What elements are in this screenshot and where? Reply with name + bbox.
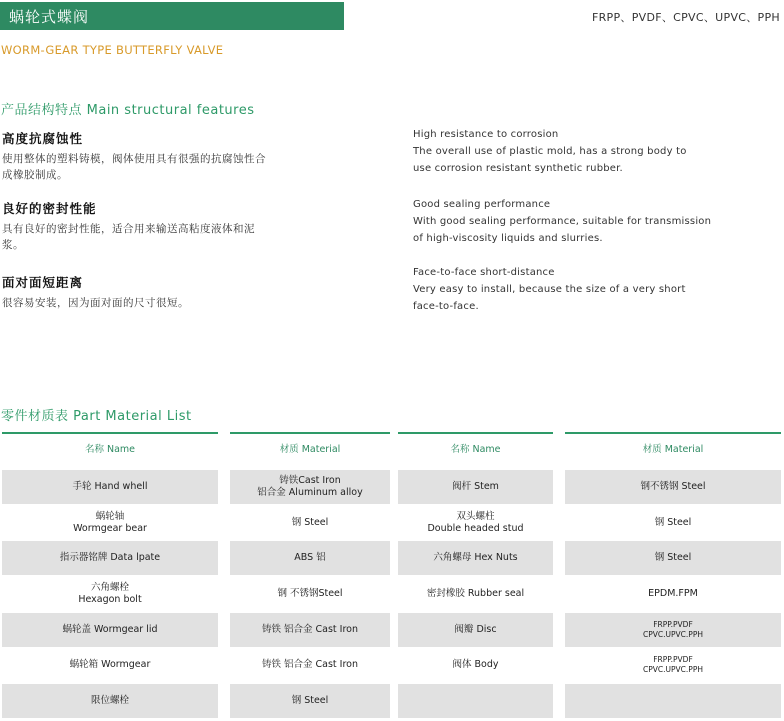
part-material-cell [565, 470, 781, 504]
feature-desc-en-line: The overall use of plastic mold, has a strong body to [413, 146, 687, 157]
part-name-cell [398, 684, 553, 718]
title-bar [0, 2, 344, 30]
part-name-cell [398, 470, 553, 504]
part-name-cell [2, 577, 218, 611]
feature-desc-cn: 很容易安装，因为面对面的尺寸很短。 [2, 297, 189, 309]
page-subtitle: WORM-GEAR TYPE BUTTERFLY VALVE [1, 43, 224, 57]
feature-desc-cn: 使用整体的塑料铸模，阀体使用具有很强的抗腐蚀性合成橡胶制成。 [2, 153, 266, 181]
feature-title-en: High resistance to corrosion [413, 129, 559, 140]
feature-desc-en-line: With good sealing performance, suitable for transmission [413, 216, 712, 227]
cell-text: 铸铁 铝合金 Cast Iron [261, 624, 359, 635]
feature-title-en: Face-to-face short-distance [413, 267, 555, 278]
material-list: FRPP、PVDF、CPVC、UPVC、PPH [591, 11, 780, 24]
part-material-cell [565, 541, 781, 575]
part-name-cell [398, 577, 553, 611]
part-name-cell [398, 613, 553, 647]
feature-desc-en-line: of high-viscosity liquids and slurries. [413, 233, 603, 244]
feature-desc-en-line: use corrosion resistant synthetic rubber. [413, 163, 623, 174]
feature-en-block [413, 196, 713, 247]
cell-text: 蜗轮盖 Wormgear lid [62, 624, 158, 635]
part-material-cell [565, 648, 781, 682]
feature-en-block [413, 264, 713, 315]
cell-text: 钢 Steel [654, 552, 692, 563]
feature-title-cn: 良好的密封性能 [2, 201, 97, 216]
cell-text: FRPP.PVDF [653, 655, 693, 664]
feature-desc-en-line: face-to-face. [413, 301, 479, 312]
feature-en-block [413, 126, 713, 177]
cell-text: 阀杆 Stem [452, 481, 499, 492]
table-header-cell: 材质 Material [230, 432, 390, 466]
part-name-cell [2, 506, 218, 540]
feature-title-en: Good sealing performance [413, 199, 551, 210]
cell-text: 铸铁Cast Iron [279, 475, 341, 486]
part-name-cell [398, 541, 553, 575]
cell-text: 钢 Steel [654, 517, 692, 528]
part-material-cell [565, 577, 781, 611]
cell-text: 六角螺栓 [90, 582, 129, 593]
cell-text: 蜗轮轴 [95, 511, 125, 522]
part-material-cell [230, 470, 390, 504]
feature-title-cn: 高度抗腐蚀性 [2, 131, 84, 146]
part-material-cell [230, 648, 390, 682]
cell-text: EPDM.FPM [648, 588, 698, 599]
cell-text: 铸铁 铝合金 Cast Iron [261, 659, 359, 670]
part-material-cell [565, 684, 781, 718]
cell-text: 指示器铭牌 Data lpate [59, 552, 161, 563]
part-material-cell [230, 577, 390, 611]
part-material-cell [230, 541, 390, 575]
feature-desc-cn: 具有良好的密封性能，适合用来输送高粘度液体和泥浆。 [2, 223, 255, 251]
cell-text: 钢不锈钢 Steel [640, 481, 706, 492]
part-name-cell [398, 648, 553, 682]
cell-text: 限位螺栓 [90, 695, 129, 706]
parts-heading: 零件材质表 Part Material List [1, 409, 192, 424]
cell-text: Double headed stud [427, 523, 524, 534]
table-header-cell: 名称 Name [2, 432, 218, 466]
cell-text: Hexagon bolt [78, 594, 142, 605]
part-material-cell [230, 684, 390, 718]
part-material-cell [565, 613, 781, 647]
part-name-cell [2, 470, 218, 504]
part-name-cell [2, 541, 218, 575]
page-title: 蜗轮式蝶阀 [9, 8, 90, 26]
table-header-cell: 材质 Material [565, 432, 781, 466]
part-name-cell [2, 613, 218, 647]
cell-text: 密封橡胶 Rubber seal [426, 588, 525, 599]
cell-text: CPVC.UPVC.PPH [643, 665, 703, 674]
cell-text: FRPP.PVDF [653, 620, 693, 629]
cell-text: 钢 Steel [291, 517, 329, 528]
part-name-cell [2, 648, 218, 682]
cell-text: 手轮 Hand whell [72, 481, 148, 492]
cell-text: 钢 不锈钢Steel [277, 588, 343, 599]
cell-text: 双头螺柱 [456, 511, 495, 522]
feature-desc-en-line: Very easy to install, because the size of a very short [413, 284, 686, 295]
part-material-cell [565, 506, 781, 540]
feature-title-cn: 面对面短距离 [2, 275, 84, 290]
cell-text: 蜗轮箱 Wormgear [69, 659, 151, 670]
cell-text: 阀瓣 Disc [454, 624, 497, 635]
part-material-cell [230, 613, 390, 647]
cell-text: 阀体 Body [452, 659, 499, 670]
features-heading: 产品结构特点 Main structural features [1, 103, 255, 118]
cell-text: ABS 铝 [294, 552, 326, 563]
table-header-cell: 名称 Name [398, 432, 553, 466]
part-material-cell [230, 506, 390, 540]
part-name-cell [398, 506, 553, 540]
cell-text: 六角螺母 Hex Nuts [433, 552, 518, 563]
cell-text: Wormgear bear [73, 523, 147, 534]
part-name-cell [2, 684, 218, 718]
cell-text: CPVC.UPVC.PPH [643, 630, 703, 639]
cell-text: 钢 Steel [291, 695, 329, 706]
cell-text: 铝合金 Aluminum alloy [257, 487, 363, 498]
